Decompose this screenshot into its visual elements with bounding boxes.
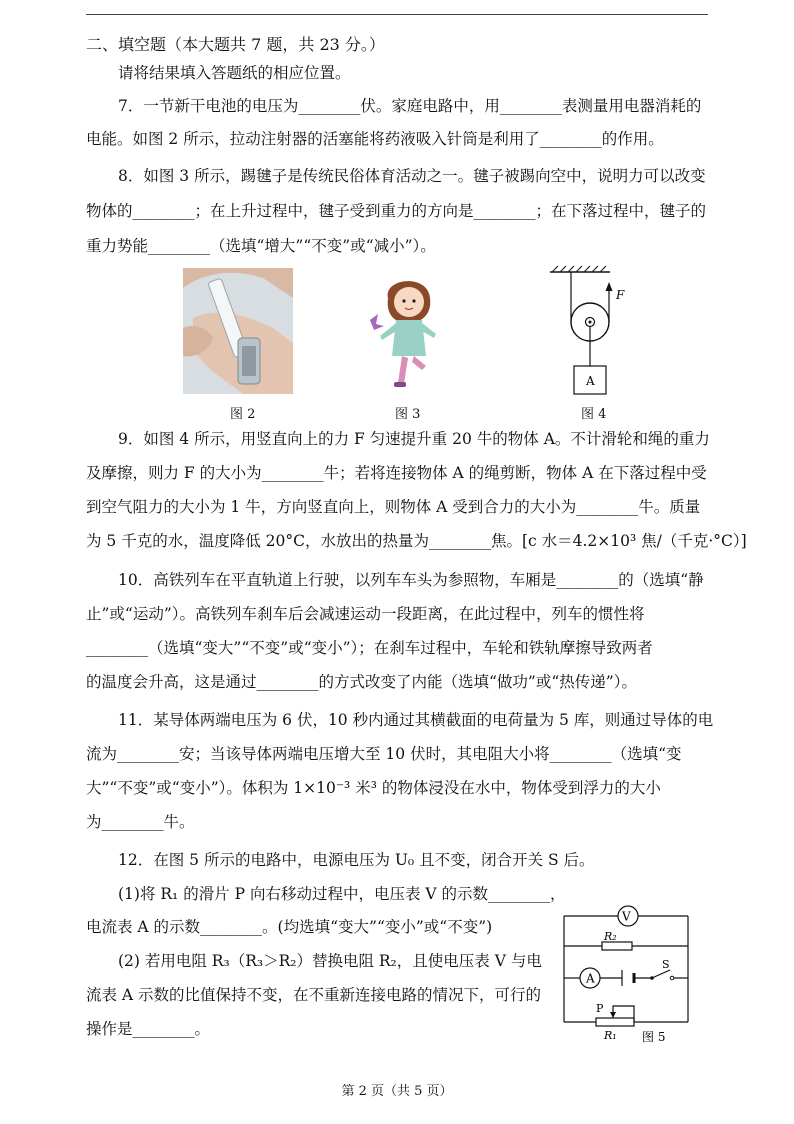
section-title: 二、填空题（本大题共 7 题，共 23 分。） bbox=[86, 35, 385, 54]
r1-label: R₁ bbox=[604, 1029, 617, 1042]
q11-line-3: 大”“不变”或“变小”）。体积为 1×10⁻³ 米³ 的物体浸没在水中，物体受到浮力的大小 bbox=[86, 779, 661, 797]
q9-line-1: 9．如图 4 所示，用竖直向上的力 F 匀速提升重 20 牛的物体 A。不计滑轮和绳的重力 bbox=[118, 430, 710, 448]
ammeter-label: A bbox=[586, 971, 595, 986]
figure-4-pulley-diagram bbox=[540, 262, 640, 398]
q10-line-4: 的温度会升高，这是通过________的方式改变了内能（选填“做功”或“热传递”）。 bbox=[86, 673, 637, 691]
figure-2-caption: 图 2 bbox=[230, 407, 256, 422]
q9-line-3: 到空气阻力的大小为 1 牛，方向竖直向上，则物体 A 受到合力的大小为________牛。质量 bbox=[86, 498, 701, 516]
switch-label: S bbox=[662, 958, 670, 971]
q11-line-1: 11．某导体两端电压为 6 伏，10 秒内通过其横截面的电荷量为 5 库，则通过导体的电 bbox=[118, 711, 714, 729]
q12-line-3: 电流表 A 的示数________。(均选填“变大”“变小”或“不变”) bbox=[86, 918, 493, 936]
figure-4-caption: 图 4 bbox=[581, 407, 607, 422]
q9-line-2: 及摩擦，则力 F 的大小为________牛；若将连接物体 A 的绳剪断，物体 A 在下落过程中受 bbox=[86, 464, 707, 482]
q12-line-6: 操作是________。 bbox=[86, 1020, 211, 1038]
q9-line-4: 为 5 千克的水，温度降低 20°C，水放出的热量为________焦。[c 水＝4.2×10³ 焦/（千克·°C）] bbox=[86, 532, 747, 550]
slider-label: P bbox=[596, 1002, 604, 1015]
q7-line-1: 7．一节新干电池的电压为________伏。家庭电路中，用________表测量用电器消耗的 bbox=[118, 97, 702, 115]
q12-line-1: 12．在图 5 所示的电路中，电源电压为 U₀ 且不变，闭合开关 S 后。 bbox=[118, 851, 595, 869]
r2-label: R₂ bbox=[604, 930, 617, 943]
q8-line-3: 重力势能________（选填“增大”“不变”或“减小”）。 bbox=[86, 237, 436, 255]
page-footer: 第 2 页（共 5 页） bbox=[341, 1084, 453, 1099]
figure-2-syringe-photo bbox=[183, 268, 293, 394]
q10-line-1: 10．高铁列车在平直轨道上行驶，以列车车头为参照物，车厢是________的（选填“静 bbox=[118, 571, 704, 589]
voltmeter-label: V bbox=[622, 909, 631, 924]
figure-3-girl-kicking-shuttlecock bbox=[368, 268, 448, 394]
q8-line-1: 8．如图 3 所示，踢毽子是传统民俗体育活动之一。毽子被踢向空中，说明力可以改变 bbox=[118, 167, 706, 185]
q10-line-2: 止”或“运动”）。高铁列车刹车后会减速运动一段距离，在此过程中，列车的惯性将 bbox=[86, 605, 645, 623]
figure-3-caption: 图 3 bbox=[395, 407, 421, 422]
q12-line-4: (2) 若用电阻 R₃（R₃＞R₂）替换电阻 R₂，且使电压表 V 与电 bbox=[118, 952, 542, 970]
fig4-block-label: A bbox=[586, 374, 595, 388]
q11-line-4: 为________牛。 bbox=[86, 813, 195, 831]
q12-line-2: (1)将 R₁ 的滑片 P 向右移动过程中，电压表 V 的示数________， bbox=[118, 885, 566, 903]
fig4-force-label: F bbox=[616, 288, 625, 302]
q12-line-5: 流表 A 示数的比值保持不变，在不重新连接电路的情况下，可行的 bbox=[86, 986, 542, 1004]
q8-line-2: 物体的________；在上升过程中，毽子受到重力的方向是________；在下落过程中，毽子的 bbox=[86, 202, 707, 220]
q7-line-2: 电能。如图 2 所示，拉动注射器的活塞能将药液吸入针筒是利用了________的作用。 bbox=[86, 130, 664, 148]
instruction: 请将结果填入答题纸的相应位置。 bbox=[118, 64, 351, 82]
figure-5-circuit-diagram bbox=[556, 900, 696, 1050]
q11-line-2: 流为________安；当该导体两端电压增大至 10 伏时，其电阻大小将________（选填“变 bbox=[86, 745, 682, 763]
q10-line-3: ________（选填“变大”“不变”或“变小”）；在刹车过程中，车轮和铁轨摩擦导致两者 bbox=[86, 639, 653, 657]
figure-5-caption: 图 5 bbox=[642, 1030, 666, 1044]
header-rule bbox=[86, 14, 708, 15]
